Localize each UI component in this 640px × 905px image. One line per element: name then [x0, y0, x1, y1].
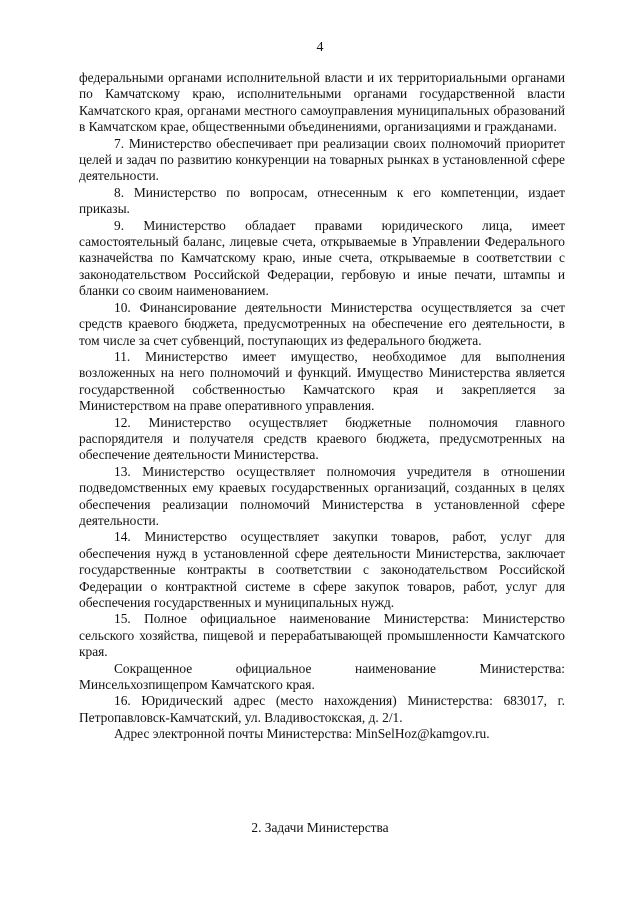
paragraph-12: 12. Министерство осуществляет бюджетные полномочия главного распорядителя и получателя средств краевого бюджета, предусмотренных на обеспечение деятельности Министерства. — [79, 414, 565, 463]
paragraph-14: 14. Министерство осуществляет закупки товаров, работ, услуг для обеспечения нужд в установленной сфере деятельности Министерства, заключает государственные контракты в соответствии с законодательством Российской Федерации о контрактной системе в сфере закупок товаров, работ, услуг для обеспечения государственных и муниципальных нужд. — [79, 529, 565, 610]
paragraph-7: 7. Министерство обеспечивает при реализации своих полномочий приоритет целей и задач по развитию конкуренции на товарных рынках в установленной сфере деятельности. — [79, 135, 565, 184]
paragraph-9: 9. Министерство обладает правами юридического лица, имеет самостоятельный баланс, лицевые счета, открываемые в Управлении Федерального казначейства по Камчатскому краю, иные счета, открываемые в соответствии с законодательством Российской Федерации, гербовую и иные печати, штампы и бланки со своим наименованием. — [79, 217, 565, 299]
paragraph-15: 15. Полное официальное наименование Министерства: Министерство сельского хозяйства, пищевой и перерабатывающей промышленности Камчатского края. — [79, 611, 565, 660]
paragraph-email: Адрес электронной почты Министерства: MinSelHoz@kamgov.ru. — [114, 726, 490, 742]
paragraph-continuation: федеральными органами исполнительной власти и их территориальными органами по Камчатскому краю, исполнительными органами государственной власти Камчатского края, органами местного самоуправления муниципальных образований в Камчатском крае, общественными объединениями, организациями и гражданами. — [79, 70, 565, 135]
body-text — [79, 70, 565, 743]
paragraph-8: 8. Министерство по вопросам, отнесенным к его компетенции, издает приказы. — [79, 184, 565, 217]
page-number: 4 — [316, 40, 324, 55]
section-heading: 2. Задачи Министерства — [251, 820, 389, 835]
paragraph-13: 13. Министерство осуществляет полномочия учредителя в отношении подведомственных ему краевых государственных организаций, созданных в целях обеспечения реализации полномочий Министерства в установленной сфере деятельности. — [79, 463, 565, 528]
paragraph-11: 11. Министерство имеет имущество, необходимое для выполнения возложенных на него полномочий и функций. Имущество Министерства является государственной собственностью Камчатского края и закрепляется за Министерством на праве оперативного управления. — [79, 348, 565, 414]
paragraph-16: 16. Юридический адрес (место нахождения) Министерства: 683017, г. Петропавловск-Камчатский, ул. Владивостокская, д. 2/1. — [79, 693, 565, 725]
paragraph-10: 10. Финансирование деятельности Министерства осуществляется за счет средств краевого бюджета, предусмотренных на обеспечение его деятельности, в том числе за счет субвенций, поступающих из федерального бюджета. — [79, 299, 565, 348]
paragraph-short-name: Сокращенное официальное наименование Министерства: Минсельхозпищепром Камчатского края. — [79, 660, 565, 693]
